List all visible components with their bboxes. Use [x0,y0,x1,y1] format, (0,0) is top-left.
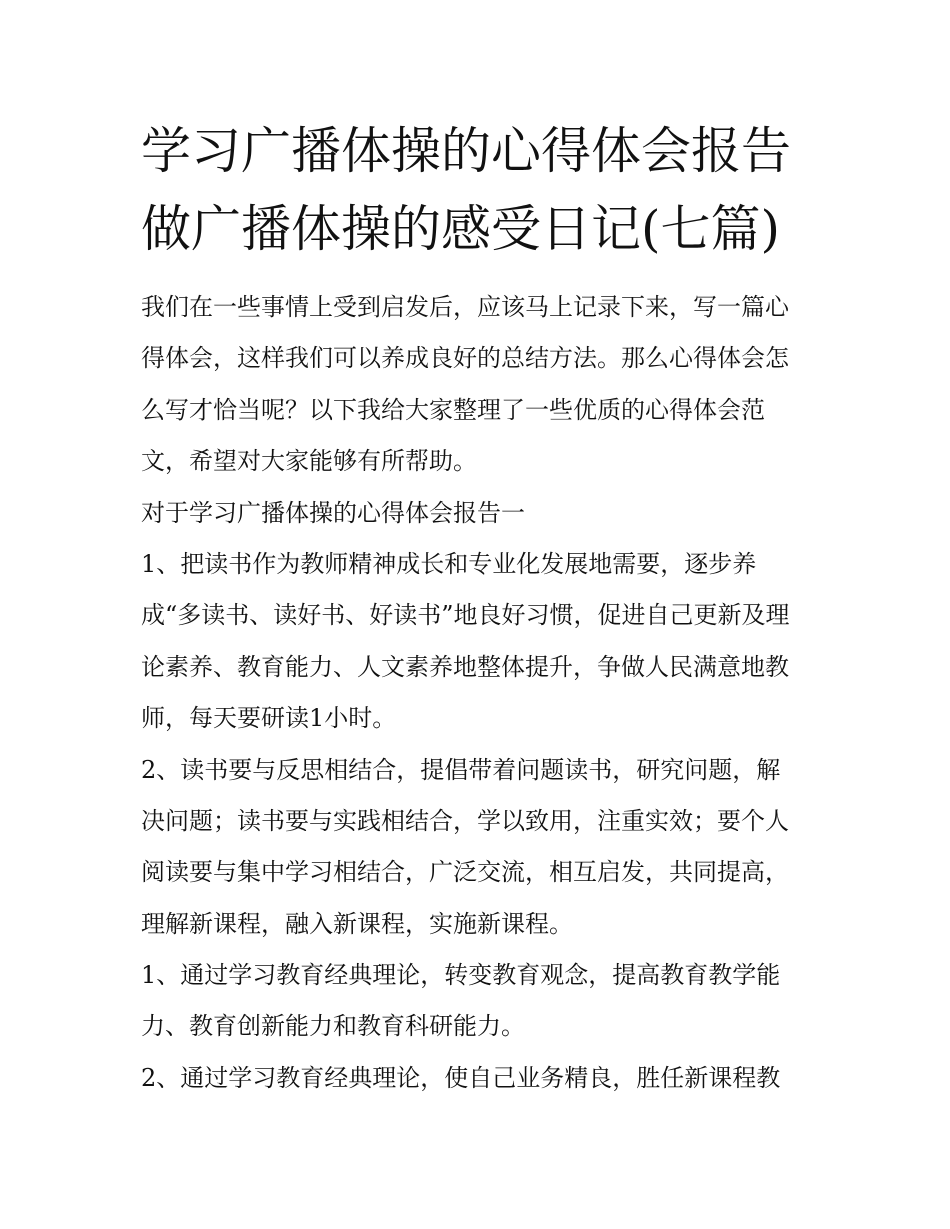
paragraph-line: 决问题；读书要与实践相结合，学以致用，注重实效；要个人 [141,806,789,835]
paragraph-line: 1、通过学习教育经典理论，转变教育观念，提高教育教学能 [141,961,781,990]
paragraph-line: 论素养、教育能力、人文素养地整体提升，争做人民满意地教 [141,652,789,681]
document-body [141,282,821,1104]
section-heading: 对于学习广播体操的心得体会报告一 [141,498,525,527]
intro-line-3: 么写才恰当呢？以下我给大家整理了一些优质的心得体会范 [141,395,765,424]
paragraph-line: 师，每天要研读1小时。 [141,704,397,733]
paragraph-line: 成“多读书、读好书、好读书”地良好习惯，促进自己更新及理 [141,601,790,630]
document-title [141,112,841,268]
intro-line-4: 文，希望对大家能够有所帮助。 [141,447,477,476]
title-line-1: 学习广播体操的心得体会报告 [141,122,791,180]
intro-line-2: 得体会，这样我们可以养成良好的总结方法。那么心得体会怎 [141,344,789,373]
paragraph-line: 力、教育创新能力和教育科研能力。 [141,1012,525,1041]
paragraph-line: 2、读书要与反思相结合，提倡带着问题读书，研究问题，解 [141,755,781,784]
paragraph-line: 1、把读书作为教师精神成长和专业化发展地需要，逐步养 [141,549,757,578]
paragraph-line: 2、通过学习教育经典理论，使自己业务精良，胜任新课程教 [141,1063,781,1092]
title-line-2: 做广播体操的感受日记(七篇) [141,200,781,258]
intro-line-1: 我们在一些事情上受到启发后，应该马上记录下来，写一篇心 [141,293,789,321]
paragraph-line: 理解新课程，融入新课程，实施新课程。 [141,909,573,938]
paragraph-line: 阅读要与集中学习相结合，广泛交流，相互启发，共同提高， [141,858,789,887]
